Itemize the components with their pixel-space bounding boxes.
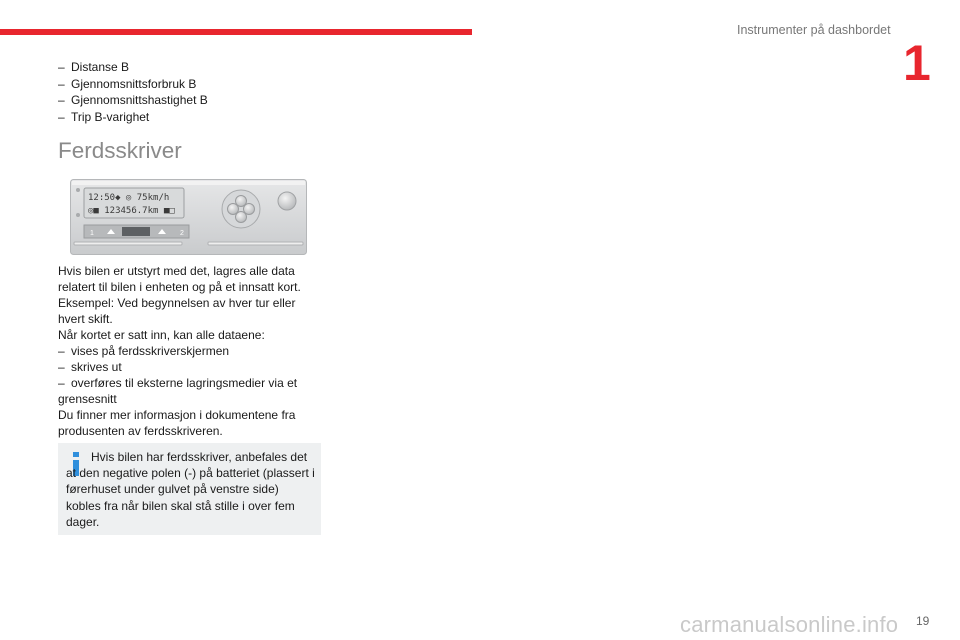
tachograph-description	[58, 263, 320, 439]
tachograph-illustration	[70, 179, 307, 255]
display-line-1: 12:50◆ ◎ 75km/h	[88, 193, 170, 203]
header-section-title: Instrumenter på dashbordet	[737, 23, 891, 37]
info-note-text: Hvis bilen har ferdsskriver, anbefales det at den negative polen (-) på batteriet (plassert i førerhuset under gulvet på venstre side) kobles fra når bilen skal stå stille i over fem dager.	[66, 450, 315, 529]
watermark: carmanualsonline.info	[680, 612, 899, 637]
info-note-box	[58, 443, 321, 535]
slot-2-label: 2	[180, 230, 184, 237]
trip-b-list	[58, 59, 208, 125]
paragraph: Når kortet er satt inn, kan alle dataene:	[58, 328, 265, 342]
header-accent-bar	[0, 29, 472, 35]
list-item: – Distanse B	[58, 59, 208, 76]
display-line-2: ◎■ 123456.7km ■□	[88, 206, 175, 216]
paragraph: Du finner mer informasjon i dokumentene fra produsenten av ferdsskriveren.	[58, 408, 296, 438]
slot-1-label: 1	[90, 230, 94, 237]
list-item: – skrives ut	[58, 359, 320, 375]
section-title: Ferdsskriver	[58, 138, 182, 163]
list-item: – Gjennomsnittshastighet B	[58, 92, 208, 109]
list-item: – Trip B-varighet	[58, 109, 208, 126]
paragraph: Eksempel: Ved begynnelsen av hver tur eller hvert skift.	[58, 296, 296, 326]
page-number: 19	[916, 614, 930, 628]
list-item: – vises på ferdsskriverskjermen	[58, 343, 320, 359]
paragraph: Hvis bilen er utstyrt med det, lagres alle data relatert til bilen i enheten og på et innsatt kort.	[58, 264, 301, 294]
list-item: – overføres til eksterne lagringsmedier via et grensesnitt	[58, 375, 320, 407]
list-item: – Gjennomsnittsforbruk B	[58, 76, 208, 93]
chapter-number: 1	[903, 35, 931, 91]
